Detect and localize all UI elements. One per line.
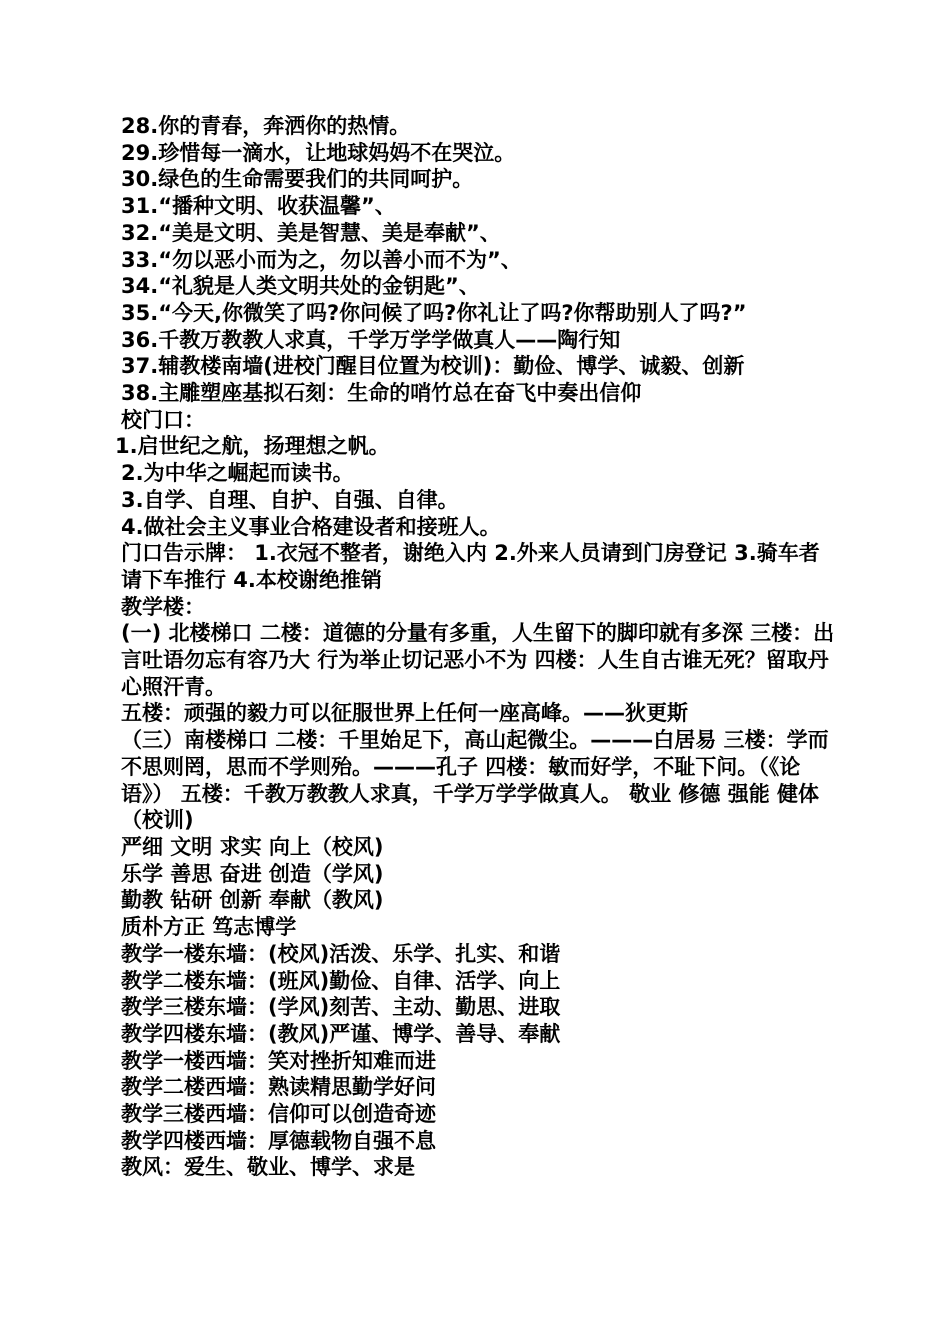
slogan-38: 38.主雕塑座基拟石刻：生命的哨竹总在奋飞中奏出信仰 [121,381,642,406]
slogan-37: 37.辅教楼南墙(进校门醒目位置为校训)：勤俭、博学、诚毅、创新 [121,354,745,379]
slogan-33: 33.“勿以恶小而为之，勿以善小而不为”、 [121,247,522,272]
slogan-28: 28.你的青春，奔洒你的热情。 [121,114,411,138]
slogan-35: 35.“今天,你微笑了吗?你问候了吗?你礼让了吗?你帮助别人了吗?” [121,300,747,325]
slogan-34: 34.“礼貌是人类文明共处的金钥匙”、 [121,274,480,299]
east-wall-floor-1: 教学一楼东墙：(校风)活泼、乐学、扎实、和谐 [121,941,561,966]
gate-slogan-2: 2.为中华之崛起而读书。 [121,461,354,486]
school-gate-heading: 校门口： [121,407,205,432]
east-wall-floor-3: 教学三楼东墙：(学风)刻苦、主动、勤思、进取 [121,995,561,1020]
motto-line: 质朴方正 笃志博学 [121,915,297,940]
gate-slogan-4: 4.做社会主义事业合格建设者和接班人。 [121,514,501,539]
east-wall-floor-2: 教学二楼东墙：(班风)勤俭、自律、活学、向上 [121,968,561,993]
school-style-motto: 严细 文明 求实 向上（校风) [121,834,384,859]
west-wall-floor-3: 教学三楼西墙：信仰可以创造奇迹 [121,1102,436,1127]
slogan-32: 32.“美是文明、美是智慧、美是奉献”、 [121,220,501,245]
teaching-style-motto: 勤教 钻研 创新 奉献（教风) [121,888,384,913]
slogan-30: 30.绿色的生命需要我们的共同呵护。 [121,167,474,192]
north-stairs-paragraph: (一) 北楼梯口 二楼：道德的分量有多重，人生留下的脚印就有多深 三楼：出言吐语勿忘有容乃大 行为举止切记恶小不为 四楼：人生自古谁无死？留取丹心照汗青。 [121,621,835,699]
fifth-floor-line: 五楼：顽强的毅力可以征服世界上任何一座高峰。——狄更斯 [121,701,688,726]
teaching-building-heading: 教学楼： [121,594,205,619]
slogan-29: 29.珍惜每一滴水，让地球妈妈不在哭泣。 [121,140,516,165]
west-wall-floor-2: 教学二楼西墙：熟读精思勤学好问 [121,1075,436,1100]
west-wall-floor-4: 教学四楼西墙：厚德载物自强不息 [121,1128,436,1153]
slogan-31: 31.“播种文明、收获温馨”、 [121,194,396,219]
document-page [117,113,837,1181]
gate-slogan-1: 1.启世纪之航，扬理想之帆。 [115,434,390,459]
slogan-36: 36.千教万教教人求真，千学万学学做真人——陶行知 [121,327,621,352]
south-stairs-paragraph: （三）南楼梯口 二楼：千里始足下，高山起微尘。———白居易 三楼：学而不思则罔，思而不学则殆。———孔子 四楼：敏而好学，不耻下问。（《论语》） 五楼：千教万教教人求真，千学万学学做真人。 敬业 修德 强能 健体（校训) [121,728,829,833]
study-style-motto: 乐学 善思 奋进 创造（学风) [121,861,384,886]
gate-slogan-3: 3.自学、自理、自护、自强、自律。 [121,487,459,512]
west-wall-floor-1: 教学一楼西墙：笑对挫折知难而进 [121,1048,436,1073]
teaching-style-line: 教风：爱生、敬业、博学、求是 [121,1155,415,1180]
gate-notice-board: 门口告示牌： 1.衣冠不整者，谢绝入内 2.外来人员请到门房登记 3.骑车者请下车推行 4.本校谢绝推销 [121,541,820,592]
east-wall-floor-4: 教学四楼东墙：(教风)严谨、博学、善导、奉献 [121,1021,561,1046]
